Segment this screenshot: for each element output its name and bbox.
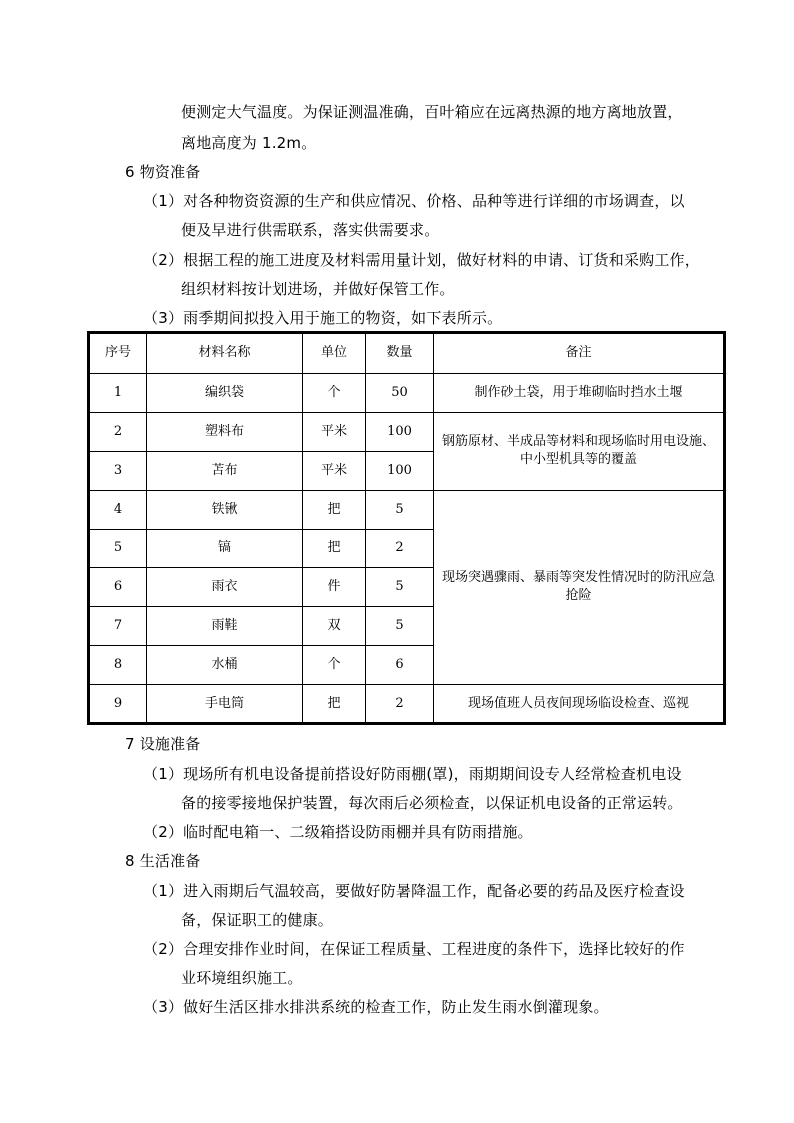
list-item-line: （2）根据工程的施工进度及材料需用量计划，做好材料的申请、订货和采购工作， (143, 251, 700, 269)
cell-unit: 把 (303, 490, 366, 529)
cell-name: 镐 (147, 529, 303, 568)
cell-note: 现场突遇骤雨、暴雨等突发性情况时的防汛应急抢险 (434, 490, 725, 684)
cell-note: 制作砂土袋，用于堆砌临时挡水土堰 (434, 373, 725, 412)
cell-seq: 4 (89, 490, 147, 529)
cell-qty: 2 (366, 529, 434, 568)
cell-unit: 平米 (303, 412, 366, 451)
table-row (89, 373, 725, 412)
cell-seq: 8 (89, 646, 147, 685)
cell-qty: 100 (366, 451, 434, 490)
cell-name: 编织袋 (147, 373, 303, 412)
cell-seq: 6 (89, 568, 147, 607)
list-item-line: 备的接零接地保护装置，每次雨后必须检查，以保证机电设备的正常运转。 (181, 794, 683, 812)
header-unit: 单位 (303, 333, 366, 374)
cell-unit: 个 (303, 373, 366, 412)
cell-qty: 5 (366, 607, 434, 646)
cell-unit: 双 (303, 607, 366, 646)
cell-name: 雨衣 (147, 568, 303, 607)
list-item-line: （1）对各种物资资源的生产和供应情况、价格、品种等进行详细的市场调查，以 (143, 192, 685, 210)
cell-note: 现场值班人员夜间现场临设检查、巡视 (434, 685, 725, 724)
list-item-line: （1）现场所有机电设备提前搭设好防雨棚(罩)，雨期期间设专人经常检查机电设 (143, 765, 682, 783)
cell-seq: 9 (89, 685, 147, 724)
materials-table (87, 331, 726, 725)
cell-name: 铁锹 (147, 490, 303, 529)
cell-unit: 把 (303, 529, 366, 568)
list-item-line: 业环境组织施工。 (181, 969, 303, 987)
table-header-row (89, 333, 725, 374)
list-item-line: （3）雨季期间拟投入用于施工的物资，如下表所示。 (143, 309, 503, 327)
header-note: 备注 (434, 333, 725, 374)
cell-name: 水桶 (147, 646, 303, 685)
cell-seq: 1 (89, 373, 147, 412)
list-item-line: （3）做好生活区排水排洪系统的检查工作，防止发生雨水倒灌现象。 (143, 998, 609, 1016)
cell-name: 苫布 (147, 451, 303, 490)
cell-unit: 件 (303, 568, 366, 607)
cell-unit: 把 (303, 685, 366, 724)
cell-name: 雨鞋 (147, 607, 303, 646)
cell-unit: 个 (303, 646, 366, 685)
cell-qty: 2 (366, 685, 434, 724)
section-heading-7: 7 设施准备 (125, 735, 201, 753)
cell-unit: 平米 (303, 451, 366, 490)
table-row (89, 412, 725, 451)
list-item-line: （2）合理安排作业时间，在保证工程质量、工程进度的条件下，选择比较好的作 (143, 940, 685, 958)
cell-qty: 5 (366, 490, 434, 529)
cell-seq: 5 (89, 529, 147, 568)
cell-note: 钢筋原材、半成品等材料和现场临时用电设施、中小型机具等的覆盖 (434, 412, 725, 490)
list-item-line: （1）进入雨期后气温较高，要做好防暑降温工作，配备必要的药品及医疗检查设 (143, 882, 685, 900)
cell-name: 塑料布 (147, 412, 303, 451)
cell-qty: 6 (366, 646, 434, 685)
header-seq: 序号 (89, 333, 147, 374)
list-item-line: 备，保证职工的健康。 (181, 911, 334, 929)
header-name: 材料名称 (147, 333, 303, 374)
paragraph-line: 便测定大气温度。为保证测温准确，百叶箱应在远离热源的地方离地放置， (181, 103, 683, 121)
list-item-line: （2）临时配电箱一、二级箱搭设防雨棚并具有防雨措施。 (143, 823, 533, 841)
cell-seq: 7 (89, 607, 147, 646)
table-row (89, 685, 725, 724)
list-item-line: 便及早进行供需联系，落实供需要求。 (181, 221, 440, 239)
cell-qty: 5 (366, 568, 434, 607)
cell-seq: 2 (89, 412, 147, 451)
section-heading-8: 8 生活准备 (125, 852, 201, 870)
section-heading-6: 6 物资准备 (125, 163, 201, 181)
cell-seq: 3 (89, 451, 147, 490)
list-item-line: 组织材料按计划进场，并做好保管工作。 (181, 280, 455, 298)
cell-name: 手电筒 (147, 685, 303, 724)
header-qty: 数量 (366, 333, 434, 374)
table-row (89, 490, 725, 529)
cell-qty: 100 (366, 412, 434, 451)
cell-qty: 50 (366, 373, 434, 412)
paragraph-line: 离地高度为 1.2m。 (181, 134, 317, 152)
